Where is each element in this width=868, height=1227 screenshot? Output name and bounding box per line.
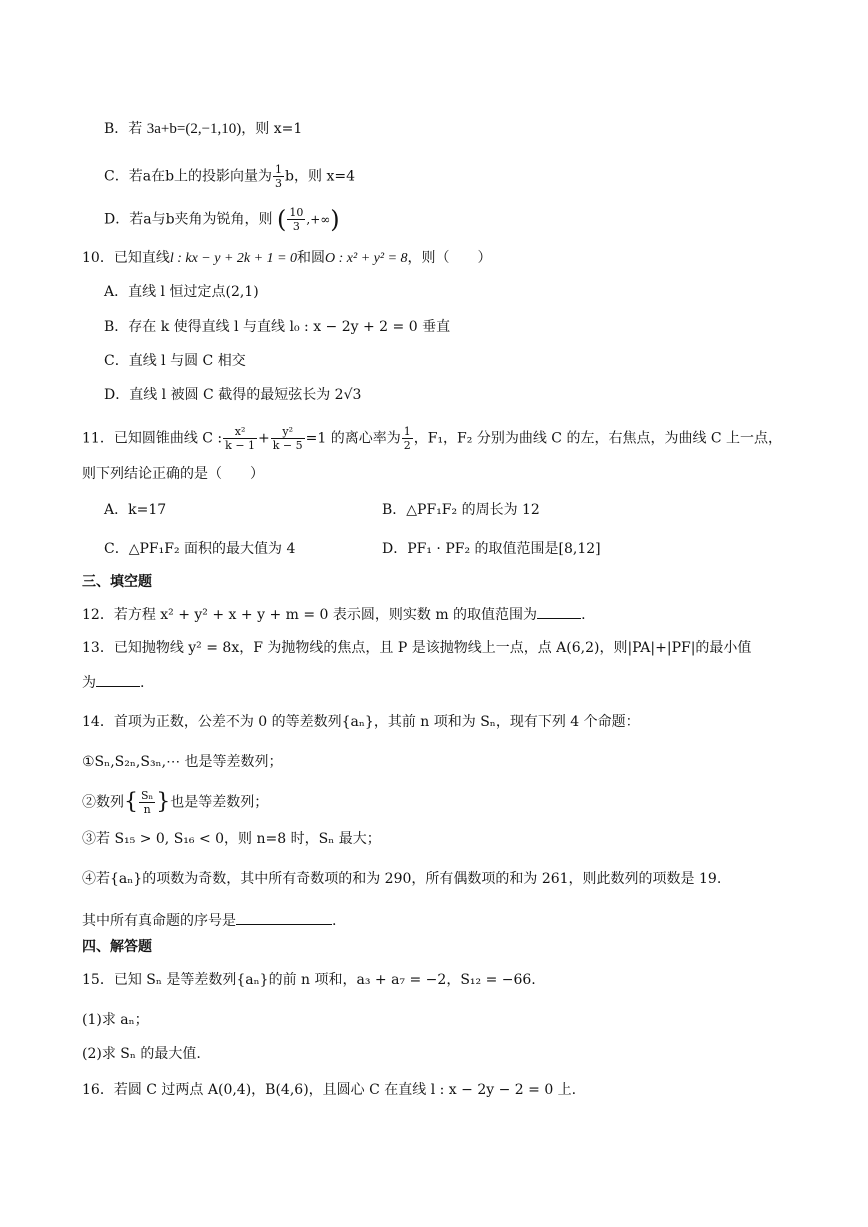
q9-option-c: [104, 163, 355, 190]
q10-option-d: D．直线 l 被圆 C 截得的最短弦长为 2√3: [104, 387, 362, 403]
q14-proposition-2: ②数列{ $\frac{\text{Sₙ}}{n}$ }也是等差数列；: [82, 789, 269, 816]
q13-line1: 13．已知抛物线 y² = 8x，F 为抛物线的焦点，且 P 是该抛物线上一点，点 A(6,2)，则|PA|+|PF|的最小值: [82, 640, 752, 656]
q14-proposition-4: ④若{aₙ}的项数为奇数，其中所有奇数项的和为 290，所有偶数项的和为 261，则此数列的项数是 19.: [82, 871, 722, 887]
q11-option-b: B．△PF₁F₂ 的周长为 12: [382, 502, 540, 518]
q11-eccentricity: $\frac{1}{2}$: [403, 425, 411, 452]
q9-d-interval-fraction: $\frac{10}{3}$: [289, 206, 304, 233]
q13-answer-blank[interactable]: [96, 672, 140, 687]
q14-stem: 14．首项为正数，公差不为 0 的等差数列{aₙ}，其前 n 项和为 Sₙ，现有下列 4 个命题：: [82, 714, 640, 730]
q15-part-1: (1)求 aₙ；: [82, 1012, 149, 1028]
q9-d-left-paren: (: [277, 205, 287, 234]
q11-option-a: A．k=17: [104, 502, 167, 518]
q9-b-label: B．若: [104, 121, 143, 137]
q10-option-b: B．存在 k 使得直线 l 与直线 l₀ : x − 2y + 2 = 0 垂直: [104, 319, 451, 335]
q10-stem: 10．已知直线l : kx − y + 2k + 1 = 0和圆O : x² + y² = 8，则（ ）: [82, 250, 492, 266]
q14-p2-fraction: $\frac{\text{Sₙ}}{n}$: [141, 789, 154, 816]
q10-option-c: C．直线 l 与圆 C 相交: [104, 353, 246, 369]
q14-conclusion: 其中所有真命题的序号是 .: [82, 910, 336, 931]
q9-c-fraction: $\frac{1}{3}$: [275, 163, 283, 190]
q10-option-a: A．直线 l 恒过定点(2,1): [104, 284, 259, 300]
q9-c-tail: b，则 x=4: [285, 168, 355, 185]
q9-d-interval-tail: ,+∞: [306, 212, 331, 227]
q12: 12．若方程 x² + y² + x + y + m = 0 表示圆，则实数 m 的取值范围为 .: [82, 604, 586, 625]
q11-stem: 11．已知圆锥曲线 C : $\frac{\text{x²}}{k - 1}$ + $\frac{\text{y²}}{k - 5}$ =1 的离心率为 $\frac{1}{2}$ ，F₁，F₂ 分别为曲线 C 的左，右焦点，为曲线 C 上一点，: [82, 425, 783, 452]
q11-frac-y: $\frac{\text{y²}}{k - 5}$: [272, 425, 303, 452]
q16-stem: 16．若圆 C 过两点 A(0,4)，B(4,6)，且圆心 C 在直线 l : x − 2y − 2 = 0 上.: [82, 1082, 577, 1098]
q14-answer-blank[interactable]: [236, 910, 332, 925]
q14-proposition-3: ③若 S₁₅ > 0, S₁₆ < 0，则 n=8 时，Sₙ 最大；: [82, 831, 381, 847]
q14-proposition-1: ①Sₙ,S₂ₙ,S₃ₙ,⋯ 也是等差数列；: [82, 754, 283, 770]
q12-answer-blank[interactable]: [537, 604, 581, 619]
q11-frac-x: $\frac{\text{x²}}{k - 1}$: [225, 425, 256, 452]
q11-option-c: C．△PF₁F₂ 面积的最大值为 4: [104, 541, 296, 557]
q13-line2: 为 .: [82, 672, 144, 693]
q9-b-condition: 3a+b=(2,−1,10): [146, 121, 242, 137]
q11-option-d: D．PF₁ · PF₂ 的取值范围是[8,12]: [382, 541, 601, 557]
q9-d-text: a与b夹角为锐角，则: [143, 211, 273, 228]
q9-d-label: D．若: [104, 211, 144, 228]
q9-c-text: a在b上的投影向量为: [142, 168, 273, 185]
q11-line2: 则下列结论正确的是（ ）: [82, 466, 264, 482]
section-answer-heading: 四、解答题: [82, 939, 152, 955]
q15-stem: 15．已知 Sₙ 是等差数列{aₙ}的前 n 项和，a₃ + a₇ = −2，S₁₂ = −66.: [82, 972, 536, 988]
q9-option-b: [104, 119, 302, 139]
q9-c-label: C．若: [104, 168, 143, 185]
q9-b-tail: ，则 x=1: [241, 121, 303, 137]
q9-d-right-paren: ): [330, 205, 340, 234]
q9-option-d: [104, 206, 340, 233]
q15-part-2: (2)求 Sₙ 的最大值.: [82, 1046, 201, 1062]
section-fill-in-heading: 三、填空题: [82, 574, 152, 590]
